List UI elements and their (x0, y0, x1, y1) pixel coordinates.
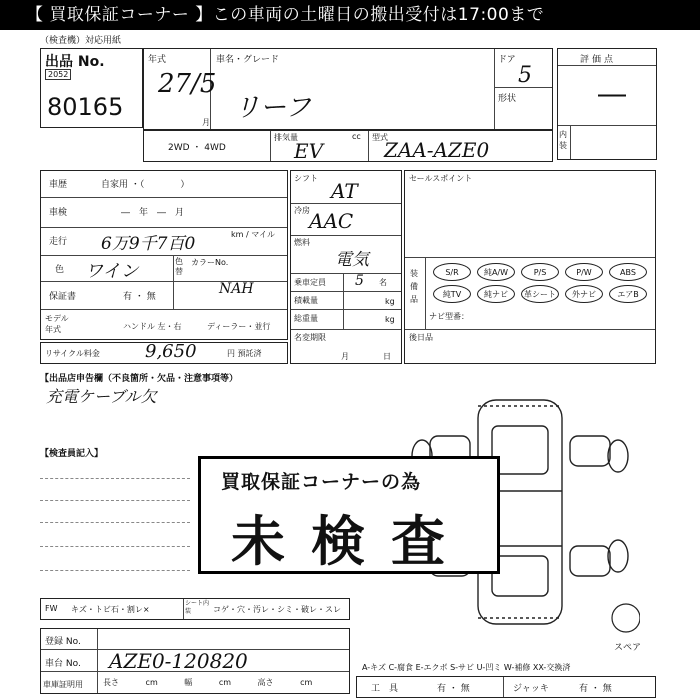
spec-row (143, 130, 553, 162)
model-label: 型式 (372, 133, 388, 142)
mileage-unit: km / マイル (231, 230, 276, 239)
inspection-value: ― 年 ― 月 (121, 208, 185, 218)
notice-value: 充電ケーブル欠 (46, 387, 157, 406)
seat-label: シート内装 (185, 600, 210, 615)
not-inspected-stamp (198, 456, 500, 574)
score-label: 評価点 (580, 55, 617, 65)
sales-point-label: セールスポイント (409, 174, 473, 183)
year-value: 27/5 (158, 69, 217, 99)
score-value: ― (598, 77, 626, 110)
ac-value: AAC (309, 209, 354, 233)
warranty-label: 保証書 (49, 292, 77, 302)
capacity-value: 5 (355, 273, 364, 289)
interior-label: 内装 (559, 130, 567, 150)
equipment-item: 革シート (521, 285, 559, 303)
notice-label: 【出品店申告欄（不良箇所・欠品・注意事項等） (40, 374, 239, 384)
fw-row (40, 598, 350, 620)
color-no-label: カラーNo. (191, 258, 229, 267)
load-label: 積載量 (294, 296, 318, 305)
spare-label: スペア (614, 643, 642, 653)
name-label: 車名・グレード (216, 55, 280, 65)
exhibit-label: 出品 No. (45, 54, 105, 70)
name-value: リーフ (234, 93, 311, 123)
mileage-value: 6万9千7百0 (101, 234, 196, 254)
recycle-row (40, 342, 288, 364)
chassis-value: AZE0-120820 (109, 649, 248, 673)
shift-value: AT (331, 179, 358, 203)
top-banner: 【 買取保証コーナー 】この車両の土曜日の搬出受付は17:00まで (0, 0, 700, 30)
chassis-label: 車台 No. (45, 659, 81, 669)
recycle-unit: 円 預託済 (227, 349, 262, 358)
recycle-label: リサイクル料金 (45, 349, 100, 358)
color-change-label: 色替 (175, 257, 183, 276)
details-table (40, 170, 288, 340)
reg-label: 登録 No. (45, 637, 81, 647)
equipment-item: P/W (565, 263, 603, 281)
load-kg: kg (385, 297, 395, 306)
middle-table (290, 170, 402, 364)
equipment-item: エアB (609, 285, 647, 303)
seat-value: コゲ・穴・汚レ・シミ・破レ・スレ (213, 605, 341, 614)
equipment-label: 装備品 (410, 269, 418, 304)
inspector-label: 【検査員記入】 (40, 449, 104, 459)
history-value: 自家用 ・（ ） (101, 180, 190, 190)
fw-value: キズ・トビ石・割レ× (71, 605, 150, 614)
door-value: 5 (518, 63, 532, 88)
capacity-unit: 名 (379, 278, 387, 287)
ac-label: 冷房 (294, 206, 310, 215)
jack-value: 有 ・ 無 (579, 684, 612, 694)
form-type-label: （検査機）対応用紙 (40, 36, 122, 46)
fuel-value: 電気 (335, 250, 369, 270)
warranty-value: 有 ・ 無 (123, 292, 156, 302)
fw-label: FW (45, 604, 58, 613)
equipment-item: S/R (433, 263, 471, 281)
recycle-value: 9,650 (145, 341, 197, 362)
equipment-item: 純ナビ (477, 285, 515, 303)
garage-dims: 長さ cm 幅 cm 高さ cm (103, 678, 313, 687)
year-label: 年式 (148, 55, 167, 65)
equipment-item: 純A/W (477, 263, 515, 281)
displacement-label: 排気量 (274, 133, 298, 142)
model-year-label: モデル年式 (45, 314, 69, 334)
tools-label: 工 具 (371, 684, 399, 694)
tools-row (356, 676, 656, 698)
shift-label: シフト (294, 174, 318, 183)
equipment-item: ABS (609, 263, 647, 281)
model-value: ZAA-AZE0 (384, 138, 490, 162)
stamp-line2: 未検査 (231, 510, 471, 573)
capacity-label: 乗車定員 (294, 278, 326, 287)
navi-label: ナビ型番： (429, 312, 469, 321)
shape-label: 形状 (498, 94, 517, 104)
history-label: 車歴 (49, 180, 68, 190)
lot-number: 80165 (47, 93, 124, 121)
equipment-item: P/S (521, 263, 559, 281)
registration-table (40, 628, 350, 694)
tools-value: 有 ・ 無 (437, 684, 470, 694)
gross-kg: kg (385, 315, 395, 324)
color-label: 色 (55, 265, 65, 275)
color-no-value: NAH (219, 281, 254, 297)
stamp-line1: 買取保証コーナーの為 (221, 471, 422, 493)
equipment-item: 外ナビ (565, 285, 603, 303)
score-box (557, 48, 657, 160)
handle-label: ハンドル 左・右 (123, 322, 182, 331)
lot-tag: 2052 (45, 69, 71, 80)
name-change-day: 日 (383, 352, 391, 361)
gross-label: 総重量 (294, 314, 318, 323)
drive-options: 2WD ・ 4WD (168, 143, 226, 153)
fuel-label: 燃料 (294, 238, 310, 247)
mileage-label: 走行 (49, 237, 68, 247)
equipment-item: 純TV (433, 285, 471, 303)
year-suffix: 月 (202, 118, 210, 127)
color-value: ワイン (85, 261, 139, 282)
door-label: ドア (498, 55, 516, 65)
garage-cert-label: 車庫証明用 (43, 680, 83, 689)
after-items-label: 後日品 (409, 333, 433, 342)
sales-table (404, 170, 656, 364)
damage-legend: A-キズ C-腐食 E-エクボ S-サビ U-凹ミ W-補修 XX-交換済 (362, 663, 571, 672)
vehicle-header-box (143, 48, 553, 130)
lot-box (40, 48, 143, 128)
dealer-label: ディーラー・並行 (207, 322, 271, 331)
jack-label: ジャッキ (513, 684, 549, 694)
inspection-label: 車検 (49, 208, 68, 218)
displacement-value: EV (294, 139, 324, 163)
cc-label: cc (352, 132, 361, 141)
name-change-month: 月 (341, 352, 349, 361)
name-change-label: 名変期限 (294, 333, 326, 342)
